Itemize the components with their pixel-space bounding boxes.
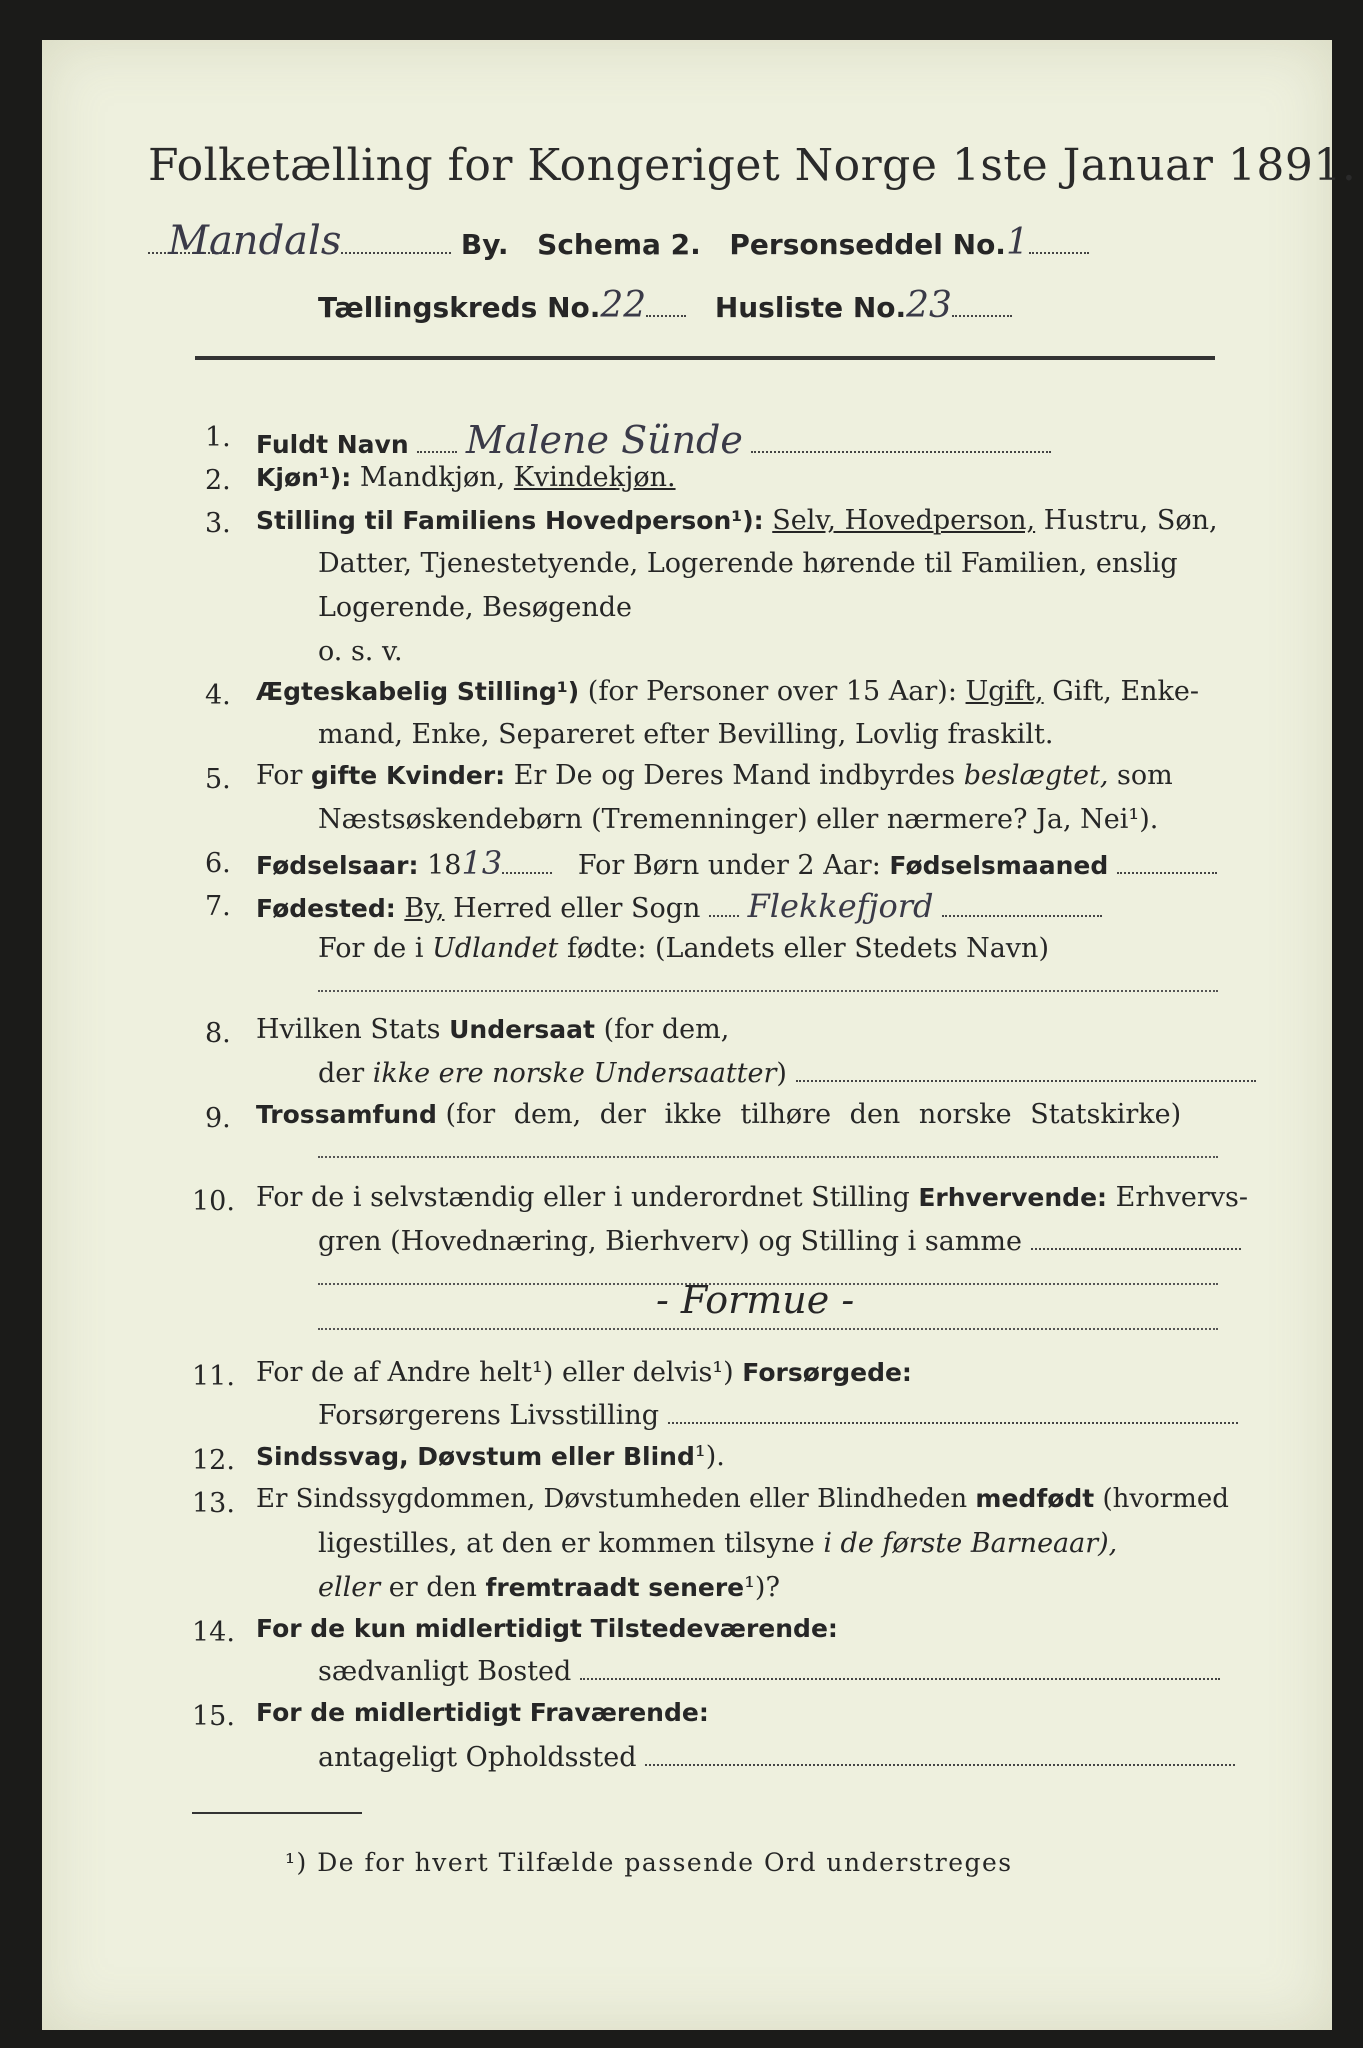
q11-text-a: For de af Andre helt¹) eller delvis¹) — [256, 1357, 734, 1388]
q5-italic: beslægtet, — [963, 760, 1109, 791]
q10-text-b: Erhvervs- — [1115, 1182, 1249, 1213]
q7-row — [256, 887, 1102, 925]
q7-line2-b: fødte: (Landets eller Stedets Navn) — [566, 933, 1049, 964]
q7-blank-line — [318, 990, 1218, 992]
q2-row — [256, 462, 676, 493]
q6-number: 6. — [205, 848, 231, 879]
q7-birthplace-handwritten: Flekkefjord — [747, 887, 934, 925]
q11-label: Forsørgede: — [742, 1358, 912, 1387]
q3-line2: Datter, Tjenestetyende, Logerende hørende til Familien, enslig — [318, 548, 1178, 579]
q9-blank-line — [318, 1156, 1218, 1158]
q10-line2-text: gren (Hovednæring, Bierhverv) og Stilling i samme — [318, 1226, 1023, 1257]
q13-text-a: Er Sindssygdommen, Døvstumheden eller Blindheden — [256, 1484, 968, 1514]
by-label: By. — [460, 228, 509, 261]
q9-text: (for dem, der ikke tilhøre den norske Statskirke) — [445, 1099, 1182, 1130]
q6-text: For Børn under 2 Aar: — [577, 850, 881, 881]
q3-line3: Logerende, Besøgende — [318, 592, 632, 623]
q15-label: For de midlertidigt Fraværende: — [256, 1698, 709, 1727]
q8-label: Undersaat — [449, 1015, 595, 1044]
q15-line2 — [318, 1742, 1235, 1773]
q11-line2 — [318, 1400, 1238, 1431]
q10-occupation-handwritten: - Formue - — [656, 1278, 855, 1322]
q14-number: 14. — [192, 1617, 235, 1648]
personseddel-label: Personseddel No. — [729, 228, 1006, 261]
q7-line2-a: For de i — [318, 933, 424, 964]
q4-selected: Ugift, — [965, 676, 1044, 707]
q10-number: 10. — [192, 1186, 235, 1217]
footnote: ¹) De for hvert Tilfælde passende Ord understreges — [285, 1848, 1013, 1877]
q13-line2 — [318, 1528, 1117, 1559]
q13-line2-a: ligestilles, at den er kommen tilsyne — [318, 1528, 815, 1559]
q1-row — [256, 418, 1051, 462]
q4-number: 4. — [205, 680, 231, 711]
q2-option-female: Kvindekjøn. — [513, 462, 676, 493]
q6-label: Fødselsaar: — [256, 851, 419, 880]
q13-line3-b: ¹)? — [744, 1572, 780, 1603]
personseddel-handwritten: 1 — [1005, 222, 1029, 263]
q7-number: 7. — [205, 891, 231, 922]
schema-label: Schema 2. — [537, 228, 701, 261]
q13-text-b: (hvormed — [1102, 1484, 1229, 1514]
q1-label: Fuldt Navn — [256, 430, 409, 459]
q8-line2 — [318, 1058, 1256, 1089]
q3-line4: o. s. v. — [318, 636, 403, 667]
q13-line3 — [318, 1572, 780, 1603]
q6-year-prefix: 18 — [427, 850, 462, 881]
q5-label: gifte Kvinder: — [311, 761, 506, 790]
q5-text-c: som — [1117, 760, 1173, 791]
q14-row — [256, 1613, 838, 1644]
q13-number: 13. — [192, 1488, 235, 1519]
q4-label: Ægteskabelig Stilling¹) — [256, 677, 580, 706]
form-title: Folketælling for Kongeriget Norge 1ste Januar 1891. — [148, 140, 1357, 191]
q13-line2-italic: i de første Barneaar), — [823, 1528, 1118, 1559]
q7-option-by: By, — [404, 893, 445, 924]
q9-label: Trossamfund — [256, 1100, 437, 1129]
q3-row — [256, 505, 1218, 536]
husliste-handwritten: 23 — [906, 285, 952, 326]
q3-selected: Selv, Hovedperson, — [772, 505, 1036, 536]
town-handwritten: Mandals — [168, 218, 342, 264]
q7-line2 — [318, 933, 1049, 964]
q8-text-a: Hvilken Stats — [256, 1014, 441, 1045]
q8-line2-b: ) — [776, 1058, 787, 1089]
q15-line2-text: antageligt Opholdssted — [318, 1742, 637, 1773]
q12-number: 12. — [192, 1445, 235, 1476]
q10-line2 — [318, 1226, 1241, 1257]
q10-row — [256, 1182, 1248, 1213]
q12-label: Sindssvag, Døvstum eller Blind — [256, 1442, 695, 1471]
q8-line2-a: der — [318, 1058, 365, 1089]
q3-number: 3. — [205, 508, 231, 539]
q6-year-handwritten: 13 — [461, 844, 503, 882]
q9-row — [256, 1099, 1181, 1130]
q5-text-b: Er De og Deres Mand indbyrdes — [513, 760, 956, 791]
q13-line3-label: fremtraadt senere — [485, 1573, 745, 1602]
q4-qualifier: (for Personer over 15 Aar): — [587, 676, 957, 707]
q8-line2-italic: ikke ere norske Undersaatter — [372, 1058, 777, 1089]
husliste-label: Husliste No. — [714, 291, 907, 324]
footnote-rule — [192, 1812, 362, 1814]
header-town-line — [148, 218, 1089, 264]
q4-options: Gift, Enke- — [1052, 676, 1200, 707]
q8-number: 8. — [205, 1018, 231, 1049]
q8-text-b: (for dem, — [603, 1014, 730, 1045]
header-kreds-line — [318, 285, 1012, 326]
q10-blank-line-2 — [318, 1328, 1218, 1330]
q3-label: Stilling til Familiens Hovedperson¹): — [256, 506, 764, 535]
q13-label: medfødt — [975, 1484, 1095, 1513]
q2-label: Kjøn¹): — [256, 463, 352, 492]
q14-label: For de kun midlertidigt Tilstedeværende: — [256, 1614, 838, 1643]
q5-row — [256, 760, 1173, 791]
q15-row — [256, 1697, 709, 1728]
q1-name-handwritten: Malene Sünde — [465, 418, 743, 462]
q9-number: 9. — [205, 1103, 231, 1134]
q11-line2-text: Forsørgerens Livsstilling — [318, 1400, 660, 1431]
q3-options: Hustru, Søn, — [1043, 505, 1218, 536]
q15-number: 15. — [192, 1701, 235, 1732]
q4-row — [256, 676, 1199, 707]
q6-row — [256, 844, 1217, 882]
q4-line2: mand, Enke, Separeret efter Bevilling, Lovlig fraskilt. — [318, 719, 1054, 750]
q6-label2: Fødselsmaaned — [889, 851, 1109, 880]
q11-number: 11. — [192, 1361, 235, 1392]
kreds-handwritten: 22 — [600, 285, 647, 326]
header-rule — [195, 356, 1215, 360]
q10-label: Erhvervende: — [918, 1183, 1108, 1212]
q5-text-a: For — [256, 760, 303, 791]
q14-line2 — [318, 1656, 1220, 1687]
q7-label: Fødested: — [256, 894, 396, 923]
q11-row — [256, 1357, 912, 1388]
q13-line3-italic: eller — [318, 1572, 381, 1603]
q13-row — [256, 1484, 1229, 1514]
q8-row — [256, 1014, 729, 1045]
q7-line2-italic: Udlandet — [432, 933, 559, 964]
q5-number: 5. — [205, 764, 231, 795]
q10-text-a: For de i selvstændig eller i underordnet Stilling — [256, 1182, 910, 1213]
kreds-label: Tællingskreds No. — [318, 291, 601, 324]
q7-text: Herred eller Sogn — [453, 893, 701, 924]
q5-line2: Næstsøskendebørn (Tremenninger) eller nærmere? Ja, Nei¹). — [318, 804, 1159, 835]
q14-line2-text: sædvanligt Bosted — [318, 1656, 572, 1687]
q12-tail: ¹). — [694, 1441, 725, 1472]
q1-number: 1. — [205, 422, 231, 453]
q13-line3-a: er den — [388, 1572, 477, 1603]
q12-row — [256, 1441, 725, 1472]
q2-option-male: Mandkjøn, — [359, 462, 506, 493]
q2-number: 2. — [205, 465, 231, 496]
